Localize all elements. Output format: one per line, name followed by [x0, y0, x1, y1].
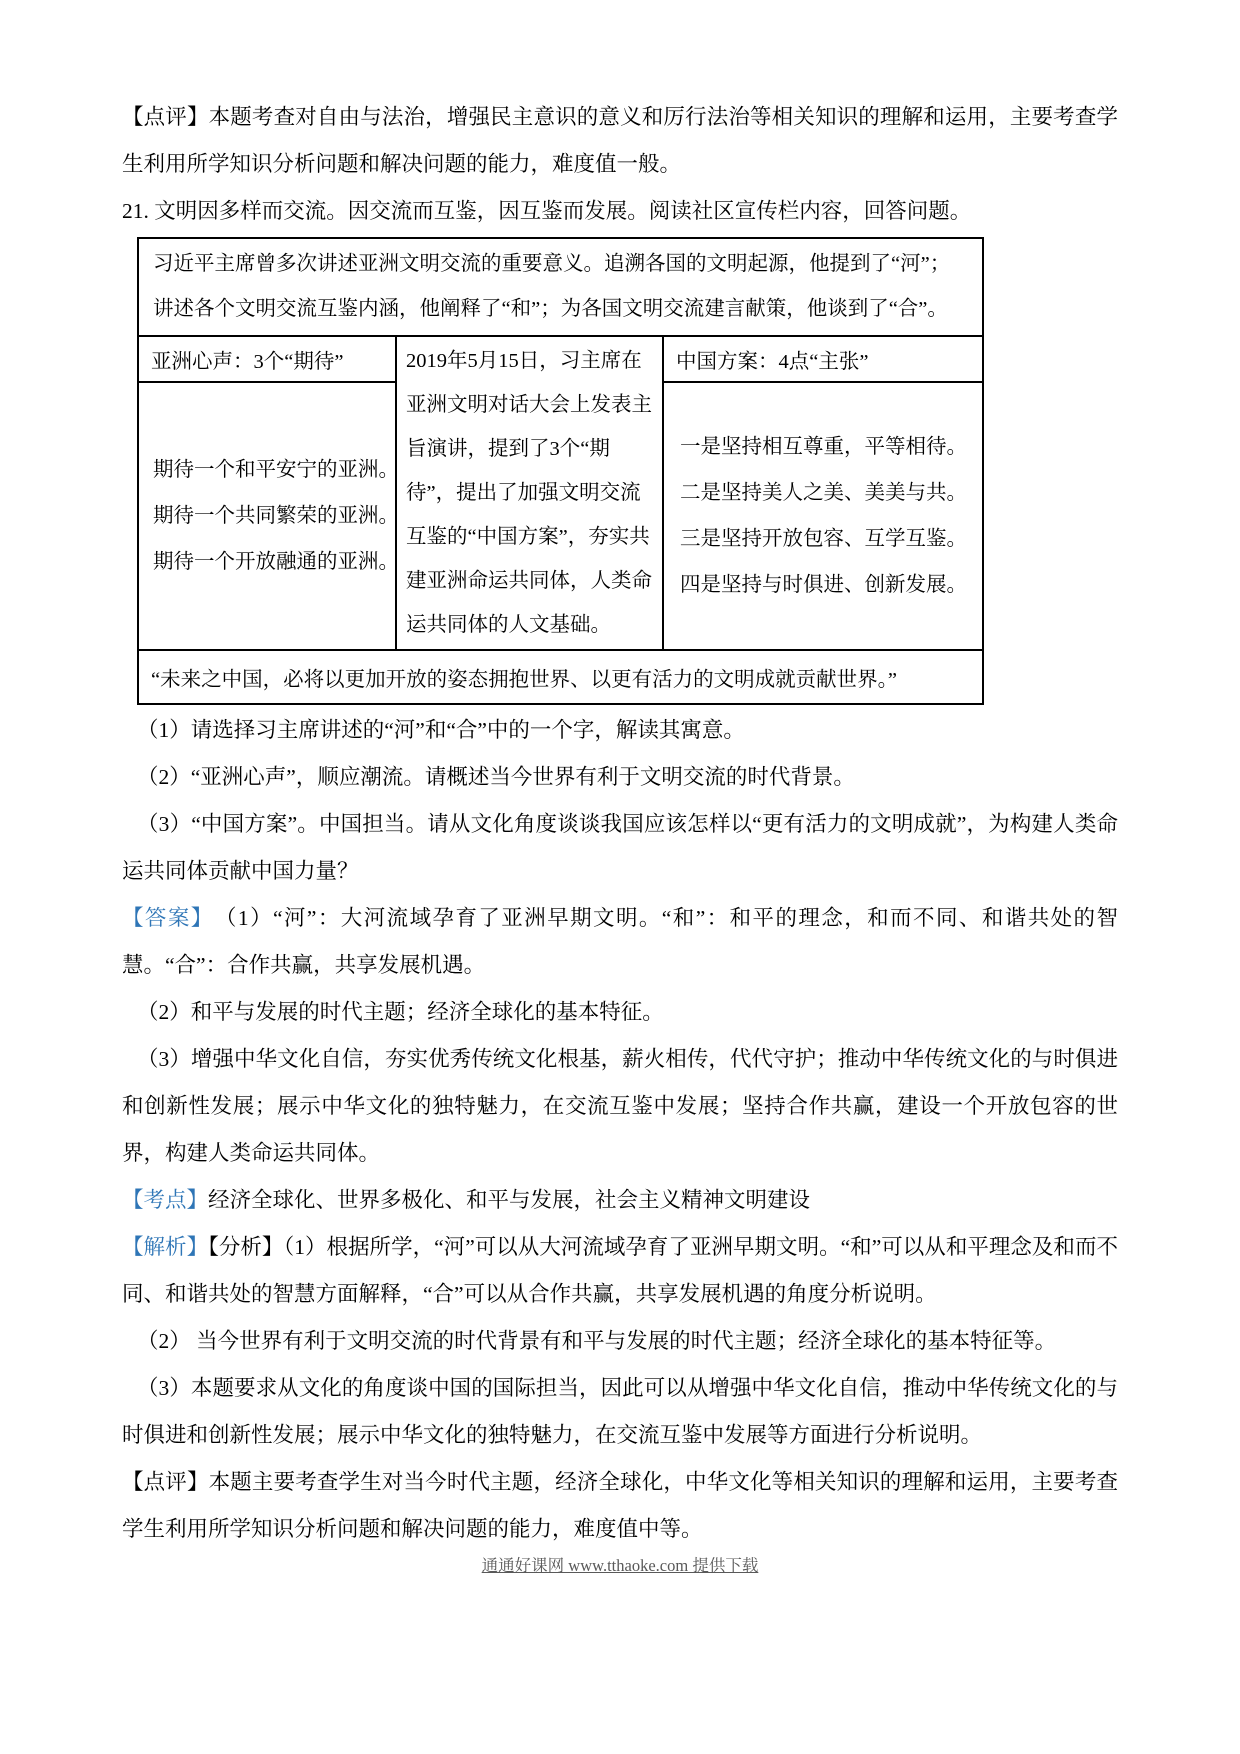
china-propositions-cell: [663, 382, 983, 650]
quote-cell: “未来之中国，必将以更加开放的姿态拥抱世界、以更有活力的文明成就贡献世界。”: [138, 650, 983, 704]
analysis-label: 【解析】: [122, 1235, 209, 1259]
table-intro-cell: 习近平主席曾多次讲述亚洲文明交流的重要意义。追溯各国的文明起源，他提到了“河”；讲述各个文明交流互鉴内涵，他阐释了“和”；为各国文明交流建言献策，他谈到了“合”。: [138, 238, 983, 336]
answer-label: 【答案】: [122, 906, 214, 930]
review-note-top: 【点评】本题考查对自由与法治，增强民主意识的意义和厉行法治等相关知识的理解和运用，主要考查学生利用所学知识分析问题和解决问题的能力，难度值一般。: [122, 105, 1118, 176]
review-note-bottom: 【点评】本题主要考查学生对当今时代主题，经济全球化，中华文化等相关知识的理解和运用，主要考查学生利用所学知识分析问题和解决问题的能力，难度值中等。: [122, 1470, 1118, 1541]
china-plan-header-cell: 中国方案：4点“主张”: [663, 336, 983, 382]
sub-question-3: （3）“中国方案”。中国担当。请从文化角度谈谈我国应该怎样以“更有活力的文明成就”，为构建人类命运共同体贡献中国力量？: [122, 812, 1118, 883]
table-quote-row: [138, 650, 983, 704]
table-intro-row: [138, 238, 983, 336]
expectation-item-3: 期待一个开放融通的亚洲。: [153, 551, 399, 574]
answer-paragraph-2: （2）和平与发展的时代主题；经济全球化的基本特征。: [137, 1000, 664, 1024]
table-header-row: [138, 336, 983, 382]
sub-question-1: （1）请选择习主席讲述的“河”和“合”中的一个字，解读其寓意。: [137, 718, 745, 742]
answer-paragraph-3: （3）增强中华文化自信，夯实优秀传统文化根基，薪火相传，代代守护；推动中华传统文化的与时俱进和创新性发展；展示中华文化的独特魅力，在交流互鉴中发展；坚持合作共赢，建设一个开放包容的世界，构建人类命运共同体。: [122, 1047, 1118, 1165]
exam-points-label: 【考点】: [122, 1188, 209, 1212]
analysis-sublabel: 【分析】: [208, 1235, 284, 1259]
proposition-item-4: 四是坚持与时俱进、创新发展。: [680, 574, 967, 597]
asia-voice-header-cell: 亚洲心声：3个“期待”: [138, 336, 396, 382]
expectation-item-2: 期待一个共同繁荣的亚洲。: [153, 505, 399, 528]
civilization-exchange-table: [137, 237, 984, 705]
footer-site-text: 通通好课网 www.tthaoke.com 提供下载: [481, 1556, 759, 1575]
sub-question-2: （2）“亚洲心声”，顺应潮流。请概述当今世界有利于文明交流的时代背景。: [137, 765, 855, 789]
document-content: [122, 94, 1118, 1553]
exam-points-text: 经济全球化、世界多极化、和平与发展，社会主义精神文明建设: [208, 1188, 811, 1212]
question-21-stem: 21. 文明因多样而交流。因交流而互鉴，因互鉴而发展。阅读社区宣传栏内容，回答问题。: [122, 199, 972, 223]
analysis-paragraph-2: （2） 当今世界有利于文明交流的时代背景有和平与发展的时代主题；经济全球化的基本特征等。: [137, 1329, 1057, 1353]
analysis-paragraph-3: （3）本题要求从文化的角度谈中国的国际担当，因此可以从增强中华文化自信，推动中华传统文化的与时俱进和创新性发展；展示中华文化的独特魅力，在交流互鉴中发展等方面进行分析说明。: [122, 1376, 1118, 1447]
expectation-item-1: 期待一个和平安宁的亚洲。: [153, 459, 399, 482]
analysis-paragraph-1: [122, 1224, 1118, 1318]
proposition-item-1: 一是坚持相互尊重，平等相待。: [680, 436, 967, 459]
asia-expectations-cell: [138, 382, 399, 650]
answer-text-1: （1）“河”：大河流域孕育了亚洲早期文明。“和”：和平的理念，和而不同、和谐共处的智慧。“合”：合作共赢，共享发展机遇。: [122, 906, 1118, 977]
speech-summary-cell: 2019年5月15日，习主席在亚洲文明对话大会上发表主旨演讲，提到了3个“期待”，提出了加强文明交流互鉴的“中国方案”，夯实共建亚洲命运共同体，人类命运共同体的人文基础。: [396, 336, 663, 650]
analysis-text-1: （1）根据所学，“河”可以从大河流域孕育了亚洲早期文明。“和”可以从和平理念及和而不同、和谐共处的智慧方面解释，“合”可以从合作共赢，共享发展机遇的角度分析说明。: [122, 1235, 1118, 1306]
page-footer: [0, 1552, 1240, 1576]
proposition-item-3: 三是坚持开放包容、互学互鉴。: [680, 528, 967, 551]
exam-points-paragraph: [122, 1177, 1118, 1224]
answer-paragraph-1: [122, 895, 1118, 989]
proposition-item-2: 二是坚持美人之美、美美与共。: [680, 482, 967, 505]
